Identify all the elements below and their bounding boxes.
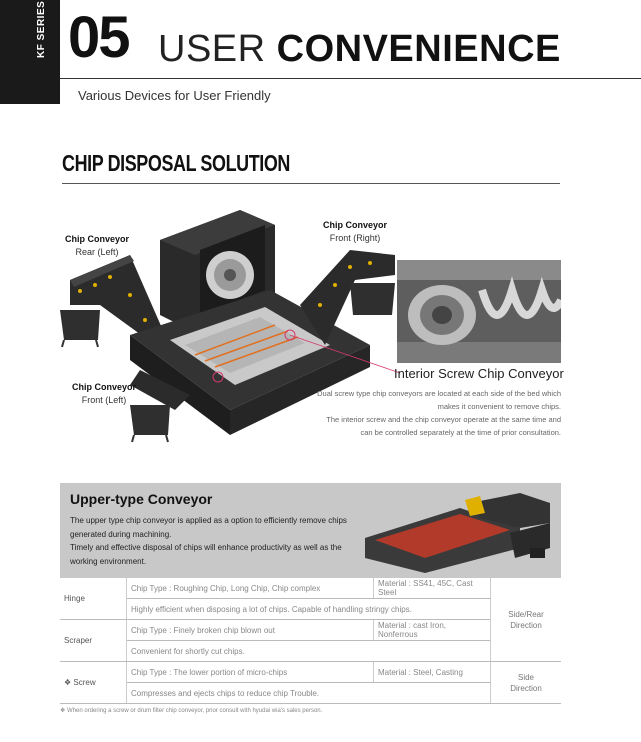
label-front-right-sub: Front (Right) — [329, 233, 381, 243]
label-front-right-title: Chip Conveyor — [322, 220, 387, 230]
interior-screw-title: Interior Screw Chip Conveyor — [394, 366, 564, 381]
section-title-light: USER — [158, 28, 266, 70]
conveyor-spec-table — [60, 578, 561, 704]
interior-desc-line: Dual screw type chip conveyors are located at each side of the bed which — [317, 389, 561, 398]
chip-disposal-title: CHIP DISPOSAL SOLUTION — [62, 150, 291, 176]
upper-conveyor-panel — [60, 483, 561, 578]
interior-desc-line: can be controlled separately at the time of prior consultation. — [360, 428, 561, 437]
row-category: Hinge — [60, 578, 127, 620]
direction-text: Side/Rear — [508, 609, 544, 619]
interior-desc-line: The interior screw and the chip conveyor operate at the same time and — [326, 415, 561, 424]
table-row — [60, 683, 561, 704]
footnote: ❖ When ordering a screw or drum filter chip conveyor, prior consult with hyudai wia's sales person. — [60, 708, 323, 714]
direction-text: Side — [517, 672, 534, 682]
direction-text: Direction — [510, 683, 542, 693]
chip-title-divider — [62, 183, 560, 184]
interior-screw-photo — [397, 260, 561, 363]
chip-type-cell: Chip Type : Finely broken chip blown out — [127, 620, 374, 641]
note-cell: Highly efficient when disposing a lot of chips. Capable of handling stringy chips. — [127, 599, 491, 620]
table-row — [60, 578, 561, 599]
note-cell: Compresses and ejects chips to reduce chip Trouble. — [127, 683, 491, 704]
row-category: Scraper — [60, 620, 127, 662]
upper-desc-line: working environment. — [70, 556, 147, 566]
upper-conveyor-description — [70, 514, 360, 568]
table-row — [60, 641, 561, 662]
section-subtitle: Various Devices for User Friendly — [78, 88, 271, 103]
row-category: ❖ Screw — [60, 662, 127, 704]
upper-conveyor-image — [360, 488, 555, 573]
interior-screw-description — [261, 387, 561, 439]
series-tab-label: KF SERIES — [36, 0, 47, 58]
chip-type-cell: Chip Type : The lower portion of micro-chips — [127, 662, 374, 683]
label-rear-left-sub: Rear (Left) — [75, 247, 119, 257]
direction-cell — [491, 578, 562, 662]
label-rear-left — [62, 233, 132, 259]
label-front-left-title: Chip Conveyor — [71, 382, 136, 392]
interior-desc-line: makes it convenient to remove chips. — [437, 402, 561, 411]
direction-text: Direction — [510, 620, 542, 630]
section-number: 05 — [68, 5, 129, 70]
section-title — [158, 28, 561, 71]
note-cell: Convenient for shortly cut chips. — [127, 641, 491, 662]
label-front-right — [318, 219, 392, 245]
table-row — [60, 599, 561, 620]
material-cell: Material : Steel, Casting — [374, 662, 491, 683]
direction-cell — [491, 662, 562, 704]
series-tab — [0, 0, 60, 104]
section-title-bold: CONVENIENCE — [276, 28, 561, 70]
material-cell: Material : cast Iron, Nonferrous — [374, 620, 491, 641]
upper-desc-line: generated during machining. — [70, 529, 172, 539]
table-row — [60, 620, 561, 641]
label-rear-left-title: Chip Conveyor — [64, 234, 129, 244]
table-row — [60, 662, 561, 683]
upper-desc-line: The upper type chip conveyor is applied as a option to efficiently remove chips — [70, 516, 347, 525]
chip-type-cell: Chip Type : Roughing Chip, Long Chip, Chip complex — [127, 578, 374, 599]
material-cell: Material : SS41, 45C, Cast Steel — [374, 578, 491, 599]
label-front-left-sub: Front (Left) — [81, 395, 127, 405]
header-divider — [60, 78, 641, 79]
upper-conveyor-title: Upper-type Conveyor — [70, 491, 213, 507]
upper-desc-line: Timely and effective disposal of chips will enhance productivity as well as the — [70, 543, 342, 552]
label-front-left — [68, 381, 140, 407]
